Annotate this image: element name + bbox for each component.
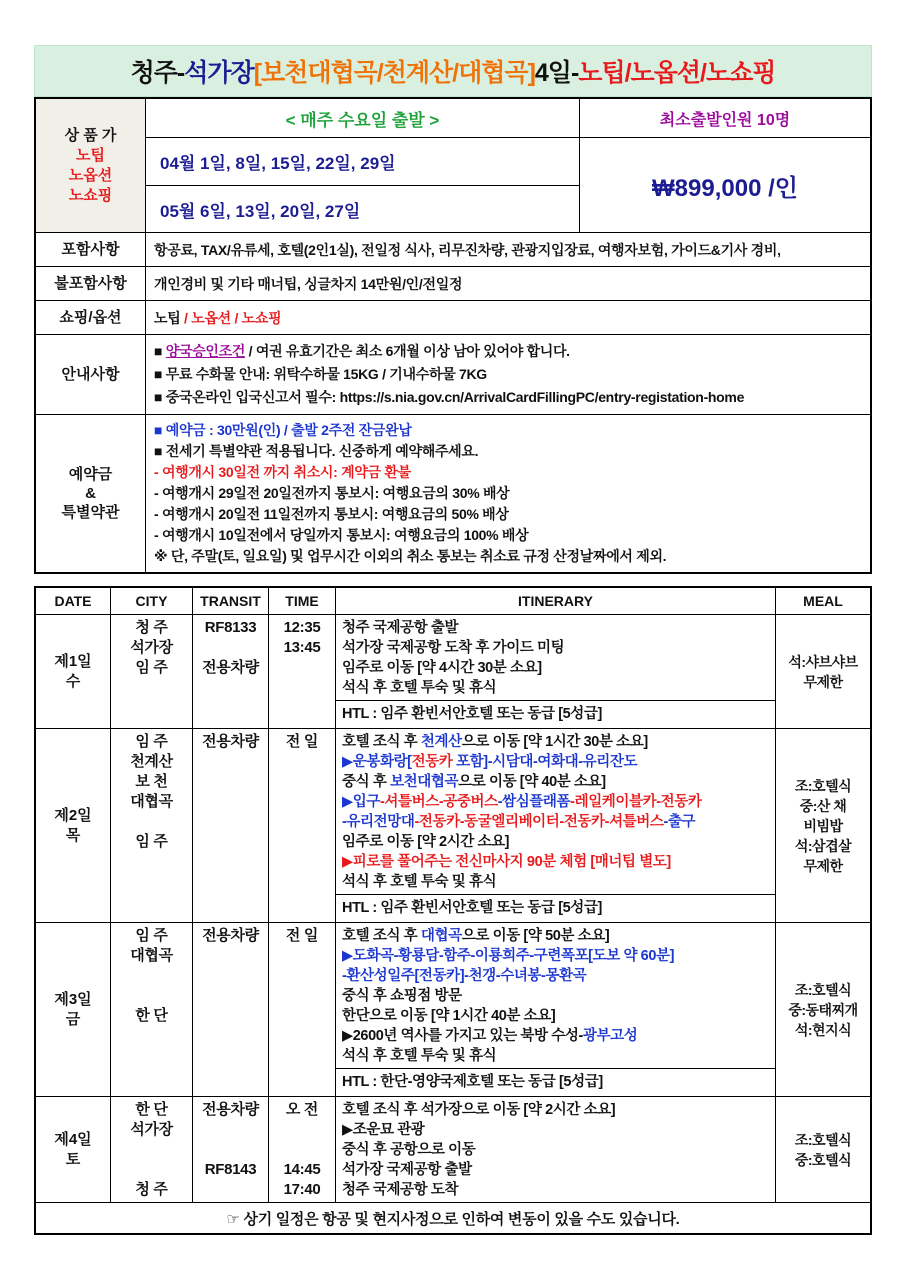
not-included-row (36, 266, 870, 300)
city-cell-line: 청 주 (135, 1181, 168, 1198)
itinerary-cell (336, 615, 776, 728)
itinerary-footnote: ☞ 상기 일정은 항공 및 현지사정으로 인하여 변동이 있을 수도 있습니다. (36, 1202, 870, 1233)
itinerary-cell (336, 1097, 776, 1202)
col-header-transit: TRANSIT (193, 588, 269, 614)
text-segment: 청주 국제공항 도착 (342, 1182, 459, 1198)
itinerary-line (342, 1100, 775, 1120)
transit-cell-line (193, 1140, 268, 1160)
shopping-option-text (154, 308, 862, 328)
transit-cell (193, 729, 269, 922)
day-rows (36, 614, 870, 1202)
itinerary-cell (336, 923, 776, 1096)
text-segment: 석가장 (184, 59, 254, 87)
included-row (36, 232, 870, 266)
text-segment: -쌈심플래폼 (497, 794, 571, 810)
text-segment: -환산성일주[전동카]-천갱-수녀봉-몽환곡 (342, 968, 587, 984)
itinerary-line (342, 638, 775, 658)
text-segment: -전동카-동굴엘리베이터-전동카-셔틀버스 (414, 814, 664, 830)
city-cell-line: 천계산 (130, 753, 173, 770)
text-segment: ▶2600년 역사를 가지고 있는 북방 수성- (342, 1028, 583, 1044)
city-cell (111, 1097, 193, 1202)
text-segment: 석식 후 호텔 투숙 및 휴식 (342, 874, 497, 890)
meal-line: 중:호텔식 (794, 1151, 852, 1168)
transit-cell-line (193, 638, 268, 658)
text-segment: ▶조운묘 관광 (342, 1122, 425, 1138)
itinerary-line (342, 812, 775, 832)
time-cell-line (269, 1140, 335, 1160)
text-segment: 으로 이동 [약 1시간 30분 소요] (461, 734, 648, 750)
itinerary-line (342, 1006, 775, 1026)
notice-label: 안내사항 (36, 335, 146, 414)
date-line: 제2일 (54, 806, 92, 824)
itinerary-line (342, 872, 775, 892)
text-segment: 노팁 (154, 309, 185, 326)
transit-cell-line (193, 1120, 268, 1140)
transit-cell-line: RF8133 (204, 619, 257, 636)
meal-line: 석:삼겹살 (794, 837, 852, 854)
product-label (36, 99, 146, 232)
city-cell-line: 대협곡 (130, 793, 173, 810)
text-segment: / 여권 유효기간은 최소 6개월 이상 남아 있어야 합니다. (245, 343, 570, 359)
city-cell-line: 임 주 (135, 927, 168, 944)
shopping-option-row (36, 300, 870, 334)
product-price: ₩899,000 /인 (652, 174, 798, 202)
transit-cell (193, 615, 269, 728)
text-segment: 으로 이동 [약 50분 소요] (461, 928, 610, 944)
text-segment: 포함]-시담대-여화대-유리잔도 (452, 754, 638, 770)
time-cell-line: 오 전 (285, 1101, 319, 1118)
meal-line: 중:동태찌개 (788, 1001, 858, 1018)
meal-cell (776, 923, 870, 1096)
day-row (36, 614, 870, 728)
product-label-title: 상 품 가 (64, 126, 117, 144)
weekly-departure: < 매주 수요일 출발 > (146, 99, 580, 138)
time-cell (269, 615, 336, 728)
col-header-meal: MEAL (803, 593, 843, 609)
deposit-label (36, 415, 146, 572)
transit-cell (193, 923, 269, 1096)
itinerary-line (342, 926, 775, 946)
text-segment: 임주로 이동 [약 2시간 소요] (342, 834, 510, 850)
itinerary-cell (336, 729, 776, 922)
product-label-nooption: 노옵션 (68, 166, 113, 184)
text-segment: ※ 단, 주말(토, 일요일) 및 업무시간 이외의 취소 통보는 취소료 규정 산정날짜에서 제외. (154, 548, 667, 564)
city-cell-line (111, 966, 192, 986)
itinerary-line (342, 1046, 775, 1066)
hotel-line: HTL : 임주 환빈서안호텔 또는 동급 [5성급] (336, 894, 775, 922)
text-segment: - 여행개시 30일전 까지 취소시: 계약금 환불 (154, 464, 411, 480)
text-segment: ▶입구 (342, 794, 380, 810)
itinerary-line (342, 1160, 775, 1180)
city-cell-line (111, 986, 192, 1006)
meal-line: 무제한 (803, 673, 843, 690)
text-segment: ■ 무료 수화물 안내: 위탁수하물 15KG / 기내수하물 7KG (154, 366, 487, 382)
text-segment: 광부고성 (582, 1028, 638, 1044)
text-segment: - 여행개시 10일전에서 당일까지 통보시: 여행요금의 100% 배상 (154, 527, 529, 543)
transit-cell-line: 전용차량 (202, 927, 259, 944)
shopping-option-label: 쇼핑/옵션 (36, 301, 146, 334)
deposit-line (154, 420, 862, 441)
time-cell-line: 17:40 (283, 1181, 321, 1198)
city-cell (111, 729, 193, 922)
meal-cell (776, 1097, 870, 1202)
included-text (154, 240, 862, 260)
time-cell (269, 729, 336, 922)
deposit-label-line: 특별약관 (61, 504, 120, 521)
day-row (36, 728, 870, 922)
product-info-table (34, 97, 872, 574)
deposit-lines (146, 415, 870, 572)
time-cell-line: 12:35 (283, 619, 321, 636)
city-cell (111, 615, 193, 728)
transit-cell-line: 전용차량 (202, 1101, 259, 1118)
text-segment: ▶도화곡-황룡담-함주-이룡희주-구련폭포[도보 약 60분] (342, 948, 675, 964)
deposit-line (154, 546, 862, 567)
date-cell (36, 1097, 111, 1202)
itinerary-line (342, 1026, 775, 1046)
trip-title (34, 45, 872, 97)
link-text[interactable]: https://s.nia.gov.cn/ArrivalCardFillingPC/entry-registation-home (339, 389, 745, 405)
text-segment: 항공료, TAX/유류세, 호텔(2인1실), 전일정 식사, 리무진차량, 관광지입장료, 여행자보험, 가이드&기사 경비, (154, 241, 781, 258)
deposit-line (154, 504, 862, 525)
col-header-city: CITY (111, 588, 193, 614)
text-segment: 호텔 조식 후 (342, 928, 421, 944)
time-cell-line: 13:45 (283, 639, 321, 656)
min-pax: 최소출발인원 10명 (580, 99, 870, 138)
text-segment: 대협곡 (420, 928, 462, 944)
meal-line: 조:호텔식 (794, 981, 852, 998)
not-included-text (154, 274, 862, 294)
itinerary-line (342, 852, 775, 872)
deposit-line (154, 483, 862, 504)
itinerary-lines (336, 615, 775, 700)
text-segment: 청주- (130, 59, 185, 87)
text-segment: ■ 예약금 : 30만원(인) / 출발 2주전 잔금완납 (154, 422, 412, 438)
city-cell-line: 임 주 (135, 733, 168, 750)
col-header-itinerary: ITINERARY (336, 588, 776, 614)
city-cell-line: 한 단 (135, 1101, 168, 1118)
transit-cell-line: 전용차량 (202, 659, 259, 676)
text-segment: -유리전망대 (342, 814, 415, 830)
itinerary-lines (336, 1097, 775, 1202)
day-row (36, 1096, 870, 1202)
city-cell-line: 석가장 (130, 1121, 173, 1138)
col-header-date: DATE (36, 588, 111, 614)
text-segment: 보천대협곡 (390, 774, 459, 790)
city-cell-line: 임 주 (135, 659, 168, 676)
meal-line: 조:호텔식 (794, 777, 852, 794)
meal-line: 석:현지식 (794, 1021, 852, 1038)
text-segment: 노팁/노옵션/노쇼핑 (578, 59, 776, 87)
date-line: 수 (65, 672, 81, 690)
text-segment: 개인경비 및 기타 매너팁, 싱글차지 14만원/인/전일정 (154, 275, 463, 292)
date-line: 제1일 (54, 652, 92, 670)
itinerary-lines (336, 729, 775, 894)
day-row (36, 922, 870, 1096)
meal-line: 중:산 채 (799, 797, 847, 814)
text-segment: -레일케이블카-전동카 (570, 794, 702, 810)
product-price-section (36, 99, 870, 232)
date-line: 목 (65, 826, 81, 844)
notice-line (154, 386, 862, 409)
text-segment: -셔틀버스-공중버스 (379, 794, 498, 810)
city-cell-line: 대협곡 (130, 947, 173, 964)
itinerary-line (342, 618, 775, 638)
meal-line: 석:샤브샤브 (788, 653, 858, 670)
product-label-notip: 노팁 (76, 146, 105, 164)
text-segment: 호텔 조식 후 석가장으로 이동 [약 2시간 소요] (342, 1102, 616, 1118)
itinerary-line (342, 732, 775, 752)
text-segment: 으로 이동 [약 40분 소요] (458, 774, 606, 790)
time-cell (269, 923, 336, 1096)
meal-cell (776, 729, 870, 922)
notice-row (36, 334, 870, 414)
deposit-row (36, 414, 870, 572)
itinerary-line (342, 986, 775, 1006)
text-segment: ■ 중국온라인 입국신고서 필수: (154, 389, 340, 405)
text-segment: 청주 국제공항 출발 (342, 620, 459, 636)
text-segment: 석식 후 호텔 투숙 및 휴식 (342, 680, 497, 696)
text-segment: 호텔 조식 후 (342, 734, 421, 750)
transit-cell (193, 1097, 269, 1202)
time-cell-line: 전 일 (285, 927, 319, 944)
text-segment: ■ (154, 343, 166, 359)
deposit-line (154, 441, 862, 462)
text-segment: / 노옵션 / 노쇼핑 (184, 309, 282, 326)
may-dates: 05월 6일, 13일, 20일, 27일 (146, 186, 580, 232)
text-segment: 중식 후 쇼핑점 방문 (342, 988, 462, 1004)
text-segment: ▶피로를 풀어주는 전신마사지 90분 체험 [매너팁 별도] (342, 854, 671, 870)
itinerary-table (34, 586, 872, 1235)
deposit-label-line: & (85, 485, 96, 502)
april-dates: 04월 1일, 8일, 15일, 22일, 29일 (146, 138, 580, 186)
itinerary-lines (336, 923, 775, 1068)
deposit-line (154, 525, 862, 546)
text-segment: ▶운봉화랑[ (342, 754, 412, 770)
city-cell (111, 923, 193, 1096)
notice-lines (146, 335, 870, 414)
document-page (34, 45, 872, 1235)
itinerary-line (342, 1140, 775, 1160)
meal-line: 비빔밥 (803, 817, 843, 834)
itinerary-header (36, 588, 870, 614)
text-segment: ■ 전세기 특별약관 적용됩니다. 신중하게 예약해주세요. (154, 443, 479, 459)
itinerary-line (342, 792, 775, 812)
included-label: 포함사항 (36, 233, 146, 266)
text-segment: [보천대협곡/천계산/대협곡] (253, 59, 535, 87)
itinerary-line (342, 966, 775, 986)
text-segment: 전동카 (411, 754, 453, 770)
date-line: 토 (65, 1150, 81, 1168)
itinerary-line (342, 772, 775, 792)
meal-line: 무제한 (803, 857, 843, 874)
not-included-label: 불포함사항 (36, 267, 146, 300)
date-cell (36, 729, 111, 922)
itinerary-line (342, 752, 775, 772)
city-cell-line (111, 1160, 192, 1180)
time-cell-line (269, 1120, 335, 1140)
city-cell-line: 보 천 (135, 773, 168, 790)
hotel-line: HTL : 한단-영양국제호텔 또는 동급 [5성급] (336, 1068, 775, 1096)
meal-line: 조:호텔식 (794, 1131, 852, 1148)
deposit-label-line: 예약금 (68, 466, 113, 483)
notice-line (154, 363, 862, 386)
city-cell-line: 석가장 (130, 639, 173, 656)
time-cell (269, 1097, 336, 1202)
notice-line (154, 340, 862, 363)
date-cell (36, 615, 111, 728)
hotel-line: HTL : 임주 환빈서안호텔 또는 동급 [5성급] (336, 700, 775, 728)
date-cell (36, 923, 111, 1096)
deposit-line (154, 462, 862, 483)
text-segment: 중식 후 (342, 774, 391, 790)
date-line: 금 (65, 1010, 81, 1028)
text-segment: 4일- (534, 59, 579, 87)
time-cell-line: 14:45 (283, 1161, 321, 1178)
itinerary-line (342, 1180, 775, 1200)
date-line: 제4일 (54, 1130, 92, 1148)
itinerary-line (342, 678, 775, 698)
meal-cell (776, 615, 870, 728)
product-label-noshopping: 노쇼핑 (68, 186, 113, 204)
itinerary-line (342, 1120, 775, 1140)
text-segment: 석가장 국제공항 도착 후 가이드 미팅 (342, 640, 565, 656)
text-segment: 석가장 국제공항 출발 (342, 1162, 472, 1178)
text-segment: - 여행개시 29일전 20일전까지 통보시: 여행요금의 30% 배상 (154, 485, 510, 501)
col-header-time: TIME (269, 588, 336, 614)
text-segment: 석식 후 호텔 투숙 및 휴식 (342, 1048, 497, 1064)
text-segment: 중식 후 공항으로 이동 (342, 1142, 476, 1158)
city-cell-line: 임 주 (135, 833, 168, 850)
date-line: 제3일 (54, 990, 92, 1008)
itinerary-line (342, 832, 775, 852)
itinerary-line (342, 946, 775, 966)
transit-cell-line: RF8143 (204, 1161, 257, 1178)
text-segment: 천계산 (420, 734, 462, 750)
link-text[interactable]: 양국승인조건 (165, 343, 246, 359)
text-segment: -출구 (663, 814, 696, 830)
itinerary-line (342, 658, 775, 678)
text-segment: 임주로 이동 [약 4시간 30분 소요] (342, 660, 542, 676)
city-cell-line: 청 주 (135, 619, 168, 636)
city-cell-line (111, 812, 192, 832)
text-segment: 한단으로 이동 [약 1시간 40분 소요] (342, 1008, 556, 1024)
transit-cell-line: 전용차량 (202, 733, 259, 750)
text-segment: - 여행개시 20일전 11일전까지 통보시: 여행요금의 50% 배상 (154, 506, 509, 522)
city-cell-line: 한 단 (135, 1007, 168, 1024)
time-cell-line: 전 일 (285, 733, 319, 750)
city-cell-line (111, 1140, 192, 1160)
